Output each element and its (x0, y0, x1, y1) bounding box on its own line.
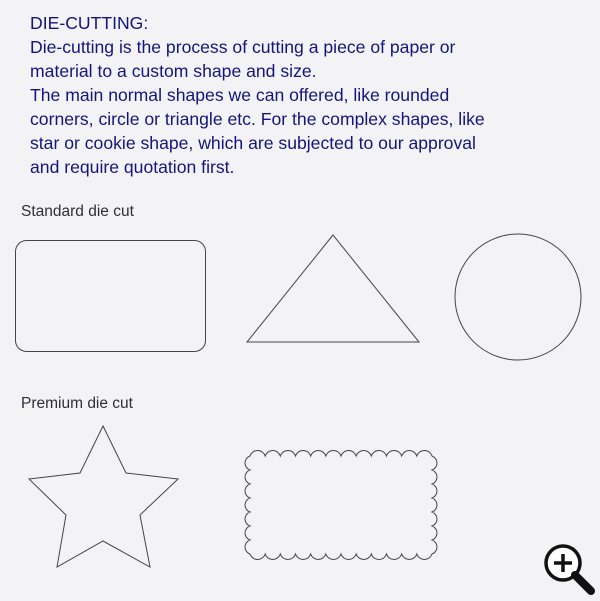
rounded-rectangle-shape (16, 241, 206, 352)
zoom-button[interactable] (540, 540, 596, 596)
standard-die-cut-label: Standard die cut (21, 203, 134, 220)
triangle-shape (247, 235, 419, 342)
scalloped-rectangle-shape (245, 451, 437, 560)
intro-line: material to a custom shape and size. (30, 61, 317, 81)
zoom-in-icon (540, 540, 596, 596)
premium-die-cut-label: Premium die cut (21, 395, 133, 412)
intro-line: star or cookie shape, which are subjected to our approval (30, 133, 476, 153)
circle-shape (455, 234, 581, 360)
intro-line: and require quotation first. (30, 157, 235, 177)
intro-heading: DIE-CUTTING: (30, 13, 149, 33)
intro-line: Die-cutting is the process of cutting a piece of paper or (30, 37, 456, 57)
intro-line: The main normal shapes we can offered, like rounded (30, 85, 450, 105)
intro-line: corners, circle or triangle etc. For the complex shapes, like (30, 109, 485, 129)
star-shape (29, 426, 178, 567)
